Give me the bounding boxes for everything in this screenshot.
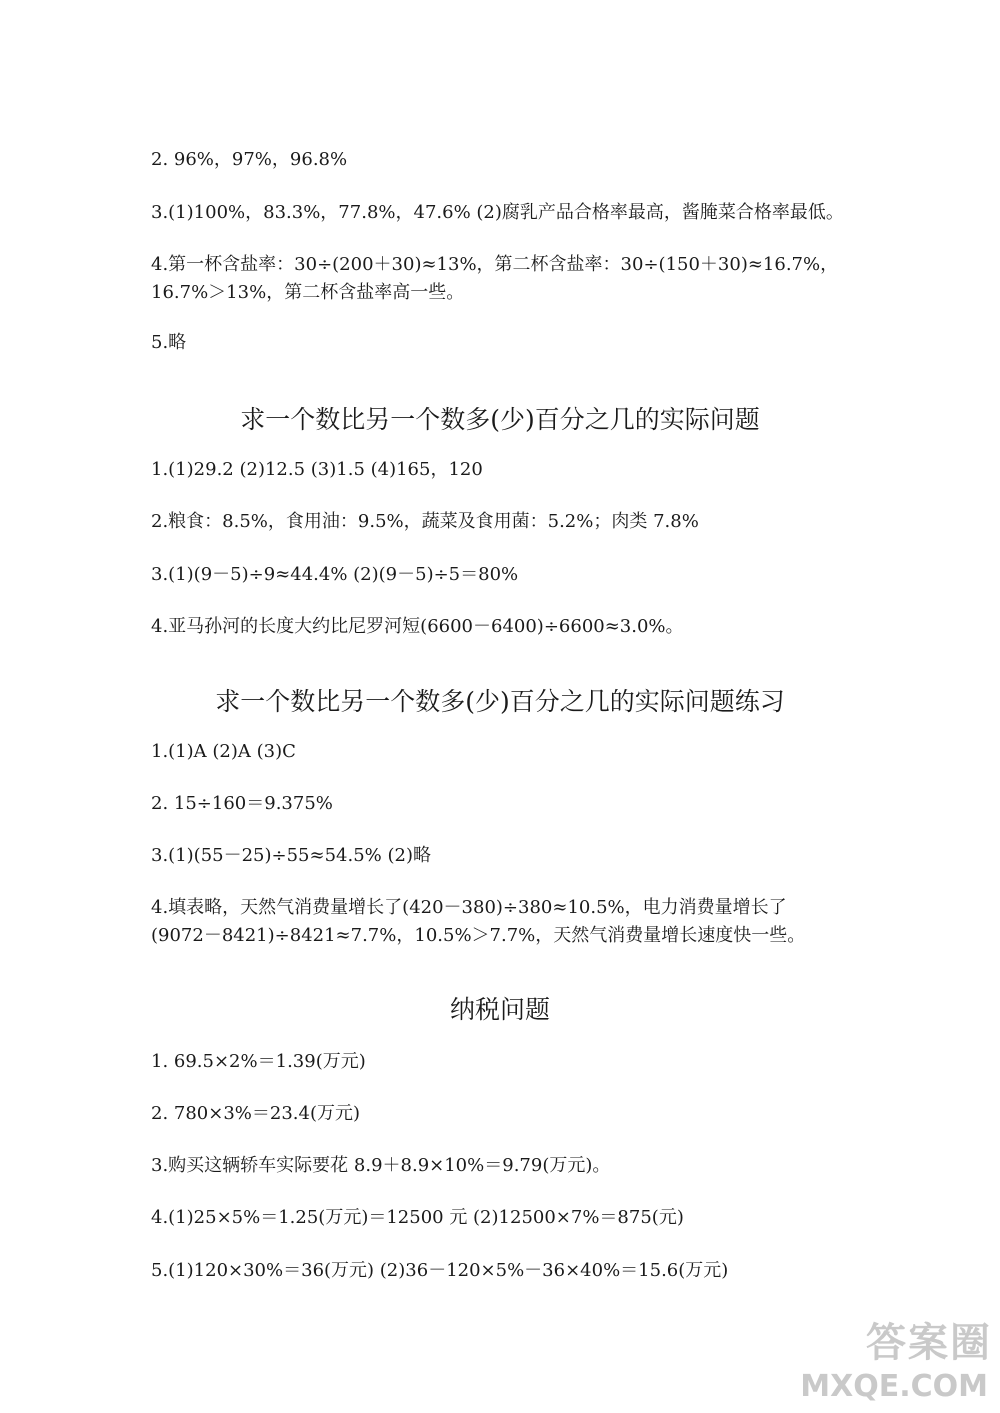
answer-line: 2.粮食：8.5%，食用油：9.5%，蔬菜及食用菌：5.2%；肉类 7.8%: [151, 511, 699, 532]
answer-line: 16.7%＞13%，第二杯含盐率高一些。: [151, 282, 465, 303]
answer-line: 2. 96%，97%，96.8%: [151, 149, 348, 170]
answer-line: 4.亚马孙河的长度大约比尼罗河短(6600－6400)÷6600≈3.0%。: [151, 616, 684, 637]
answer-line: 3.(1)(55－25)÷55≈54.5% (2)略: [151, 845, 431, 866]
answer-line: 5.(1)120×30%＝36(万元) (2)36－120×5%－36×40%＝15.6(万元): [151, 1260, 729, 1281]
answer-line: (9072－8421)÷8421≈7.7%，10.5%＞7.7%，天然气消费量增长速度快一些。: [151, 925, 806, 946]
watermark: [792, 1318, 992, 1408]
answer-line: 3.(1)100%，83.3%，77.8%，47.6% (2)腐乳产品合格率最高，酱腌菜合格率最低。: [151, 202, 844, 223]
answer-line: 2. 780×3%＝23.4(万元): [151, 1103, 361, 1124]
answer-line: 3.(1)(9－5)÷9≈44.4% (2)(9－5)÷5＝80%: [151, 564, 519, 585]
answer-line: 2. 15÷160＝9.375%: [151, 793, 333, 814]
answer-line: 1.(1)A (2)A (3)C: [151, 741, 296, 762]
answer-line: 1. 69.5×2%＝1.39(万元): [151, 1051, 366, 1072]
section-title: 求一个数比另一个数多(少)百分之几的实际问题练习: [215, 687, 785, 716]
answer-line: 3.购买这辆轿车实际要花 8.9＋8.9×10%＝9.79(万元)。: [151, 1155, 611, 1176]
watermark-logo: 答案圈: [866, 1320, 992, 1366]
answer-line: 4.填表略，天然气消费量增长了(420－380)÷380≈10.5%，电力消费量增长了: [151, 897, 787, 918]
answer-line: 4.(1)25×5%＝1.25(万元)＝12500 元 (2)12500×7%＝875(元): [151, 1207, 684, 1228]
answer-line: 5.略: [151, 332, 187, 353]
answer-line: 1.(1)29.2 (2)12.5 (3)1.5 (4)165，120: [151, 459, 483, 480]
watermark-url: MXQE.COM: [800, 1369, 988, 1404]
answer-line: 4.第一杯含盐率：30÷(200＋30)≈13%，第二杯含盐率：30÷(150＋30)≈16.7%，: [151, 254, 839, 275]
section-title: 求一个数比另一个数多(少)百分之几的实际问题: [240, 405, 760, 434]
section-title: 纳税问题: [449, 995, 550, 1024]
